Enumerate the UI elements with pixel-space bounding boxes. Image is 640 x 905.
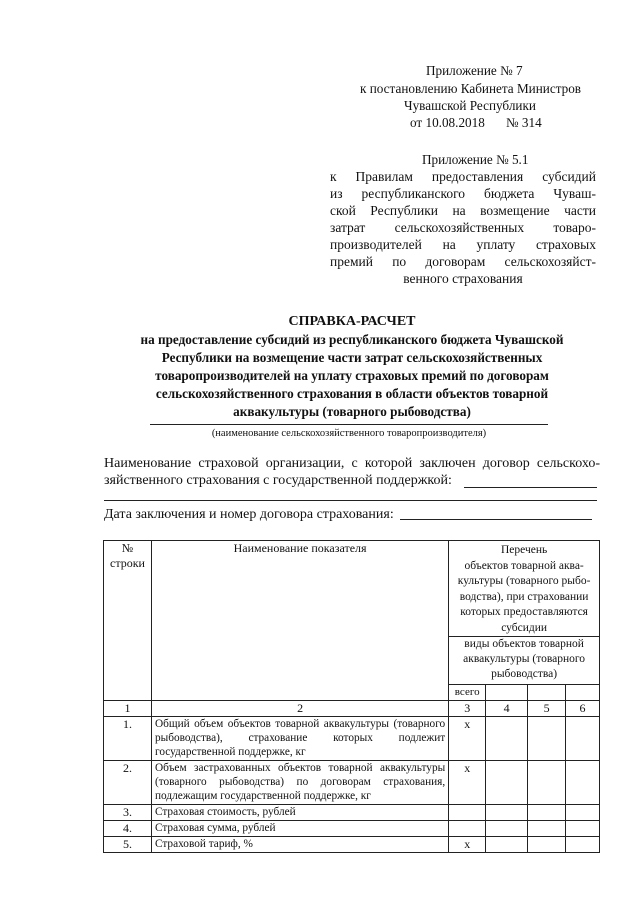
insurer-name-field-2[interactable] bbox=[104, 500, 597, 501]
row-value-cell[interactable] bbox=[566, 761, 600, 805]
insurer-line2: зяйственного страхования с государственной поддержкой: bbox=[104, 473, 452, 488]
producer-name-field[interactable] bbox=[150, 424, 548, 425]
contract-label: Дата заключения и номер договора страхования: bbox=[104, 507, 394, 522]
appendix7-line2: Чувашской Республики bbox=[404, 98, 536, 113]
table-row bbox=[104, 761, 600, 805]
row-indicator: Страховая сумма, рублей bbox=[151, 821, 448, 837]
row-total: x bbox=[449, 761, 486, 805]
row-value-cell[interactable] bbox=[566, 717, 600, 761]
row-value-cell[interactable] bbox=[486, 805, 528, 821]
table-row bbox=[104, 805, 600, 821]
row-value-cell[interactable] bbox=[528, 805, 566, 821]
appendix51-title: Приложение № 5.1 bbox=[422, 152, 529, 167]
column-number: 4 bbox=[486, 701, 528, 717]
row-total[interactable] bbox=[449, 821, 486, 837]
document-subtitle-line: аквакультуры (товарного рыбоводства) bbox=[233, 404, 471, 419]
row-value-cell[interactable] bbox=[528, 761, 566, 805]
row-number: 1. bbox=[104, 717, 152, 761]
row-value-cell[interactable] bbox=[566, 821, 600, 837]
row-total: x bbox=[449, 717, 486, 761]
document-subtitle-line: Республики на возмещение части затрат сельскохозяйственных bbox=[161, 350, 543, 365]
document-subtitle-line: сельскохозяйственного страхования в области объектов товарной bbox=[155, 386, 549, 401]
column-number: 3 bbox=[449, 701, 486, 717]
appendix51-line: к Правилам предоставления субсидий bbox=[330, 169, 596, 184]
row-value-cell[interactable] bbox=[528, 717, 566, 761]
header-object-types: виды объектов товарной аквакультуры (товарного рыбоводства) bbox=[449, 637, 600, 685]
appendix51-line: ской Республики на возмещение части bbox=[330, 203, 596, 218]
header-row-number: № строки bbox=[104, 541, 152, 701]
row-number: 2. bbox=[104, 761, 152, 805]
header-total: всего bbox=[449, 685, 486, 701]
column-number: 2 bbox=[151, 701, 448, 717]
appendix51-line: производителей на уплату страховых bbox=[330, 237, 596, 252]
row-value-cell[interactable] bbox=[486, 821, 528, 837]
calculation-table bbox=[103, 540, 600, 853]
document-subtitle-line: на предоставление субсидий из республиканского бюджета Чувашской bbox=[140, 332, 564, 347]
row-value-cell[interactable] bbox=[486, 717, 528, 761]
appendix7-line1: к постановлению Кабинета Министров bbox=[360, 81, 582, 96]
document-title: СПРАВКА-РАСЧЕТ bbox=[288, 314, 416, 329]
table-row bbox=[104, 821, 600, 837]
row-value-cell[interactable] bbox=[486, 837, 528, 853]
row-indicator: Страховая стоимость, рублей bbox=[151, 805, 448, 821]
column-number: 6 bbox=[566, 701, 600, 717]
contract-date-field[interactable] bbox=[400, 519, 592, 520]
row-indicator: Страховой тариф, % bbox=[151, 837, 448, 853]
header-type-cell bbox=[486, 685, 528, 701]
row-value-cell[interactable] bbox=[528, 837, 566, 853]
table-row bbox=[104, 837, 600, 853]
row-indicator: Общий объем объектов товарной аквакультуры (товарного рыбоводства), страхование которых подлежит государственной поддержке, кг bbox=[151, 717, 448, 761]
row-indicator: Объем застрахованных объектов товарной аквакультуры (товарного рыбоводства) по договорам страхования, подлежащим государственной поддержке, кг bbox=[151, 761, 448, 805]
insurer-line1: Наименование страховой организации, с которой заключен договор сельскохо- bbox=[104, 456, 600, 471]
appendix51-line: венного страхования bbox=[403, 271, 523, 286]
column-number: 1 bbox=[104, 701, 152, 717]
row-value-cell[interactable] bbox=[528, 821, 566, 837]
column-number: 5 bbox=[528, 701, 566, 717]
row-value-cell[interactable] bbox=[486, 761, 528, 805]
row-total: x bbox=[449, 837, 486, 853]
row-number: 3. bbox=[104, 805, 152, 821]
row-number: 4. bbox=[104, 821, 152, 837]
row-value-cell[interactable] bbox=[566, 805, 600, 821]
appendix7-number: № 314 bbox=[506, 115, 542, 130]
appendix7-date: от 10.08.2018 bbox=[410, 115, 485, 130]
appendix51-line: затрат сельскохозяйственных товаро- bbox=[330, 220, 596, 235]
table-row bbox=[104, 717, 600, 761]
document-subtitle-line: товаропроизводителей на уплату страховых премий по договорам bbox=[155, 368, 549, 383]
row-total[interactable] bbox=[449, 805, 486, 821]
header-type-cell bbox=[528, 685, 566, 701]
appendix7-title: Приложение № 7 bbox=[426, 63, 523, 78]
appendix51-line: премий по договорам сельскохозяйст- bbox=[330, 254, 596, 269]
row-value-cell[interactable] bbox=[566, 837, 600, 853]
header-indicator-name: Наименование показателя bbox=[151, 541, 448, 701]
producer-name-caption: (наименование сельскохозяйственного товаропроизводителя) bbox=[211, 428, 487, 439]
header-type-cell bbox=[566, 685, 600, 701]
header-objects-list: Перечень объектов товарной аква- культуры (товарного рыбо- водства), при страховании которых предоставляются субсидии bbox=[449, 541, 600, 637]
appendix51-text bbox=[330, 168, 596, 287]
row-number: 5. bbox=[104, 837, 152, 853]
appendix51-line: из республиканского бюджета Чуваш- bbox=[330, 186, 596, 201]
document-title-block bbox=[104, 313, 600, 421]
insurer-name-field[interactable] bbox=[464, 487, 597, 488]
